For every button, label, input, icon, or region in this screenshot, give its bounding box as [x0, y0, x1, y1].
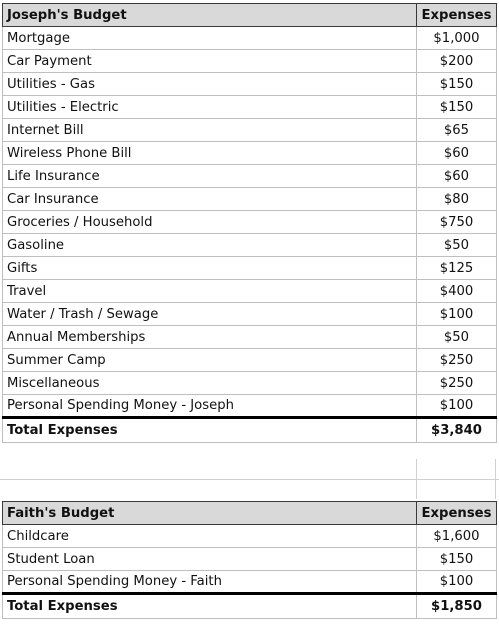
expense-value[interactable]: $250 — [417, 372, 497, 395]
expense-label[interactable]: Mortgage — [3, 27, 417, 50]
expense-value[interactable]: $200 — [417, 50, 497, 73]
grid-line — [416, 459, 417, 499]
table-row — [3, 119, 497, 142]
total-row — [3, 594, 497, 619]
expense-value[interactable]: $400 — [417, 280, 497, 303]
table-row — [3, 73, 497, 96]
expense-value[interactable]: $150 — [417, 548, 497, 571]
expense-label[interactable]: Miscellaneous — [3, 372, 417, 395]
expense-value[interactable]: $100 — [417, 571, 497, 594]
expense-label[interactable]: Water / Trash / Sewage — [3, 303, 417, 326]
expense-value[interactable]: $50 — [417, 234, 497, 257]
expense-value[interactable]: $150 — [417, 96, 497, 119]
expense-label[interactable]: Groceries / Household — [3, 211, 417, 234]
grid-line — [0, 479, 499, 480]
expense-value[interactable]: $100 — [417, 303, 497, 326]
expense-label[interactable]: Life Insurance — [3, 165, 417, 188]
table-title[interactable]: Joseph's Budget — [3, 4, 417, 27]
total-label[interactable]: Total Expenses — [3, 418, 417, 443]
empty-rows — [0, 459, 499, 499]
table-row — [3, 188, 497, 211]
table-row — [3, 349, 497, 372]
table-row — [3, 525, 497, 548]
expense-value[interactable]: $60 — [417, 165, 497, 188]
total-label[interactable]: Total Expenses — [3, 594, 417, 619]
expense-label[interactable]: Wireless Phone Bill — [3, 142, 417, 165]
expense-label[interactable]: Personal Spending Money - Joseph — [3, 395, 417, 418]
expense-value[interactable]: $1,600 — [417, 525, 497, 548]
table-row — [3, 142, 497, 165]
total-row — [3, 418, 497, 443]
column-header-expenses[interactable]: Expenses — [417, 502, 497, 525]
expense-value[interactable]: $100 — [417, 395, 497, 418]
expense-label[interactable]: Personal Spending Money - Faith — [3, 571, 417, 594]
expense-value[interactable]: $250 — [417, 349, 497, 372]
expense-label[interactable]: Gifts — [3, 257, 417, 280]
table-row — [3, 27, 497, 50]
expense-value[interactable]: $50 — [417, 326, 497, 349]
table-row — [3, 211, 497, 234]
table-row — [3, 165, 497, 188]
table-row — [3, 571, 497, 594]
expense-label[interactable]: Gasoline — [3, 234, 417, 257]
joseph-budget-table — [2, 3, 497, 443]
expense-value[interactable]: $150 — [417, 73, 497, 96]
table-row — [3, 395, 497, 418]
expense-label[interactable]: Car Insurance — [3, 188, 417, 211]
expense-label[interactable]: Childcare — [3, 525, 417, 548]
expense-value[interactable]: $125 — [417, 257, 497, 280]
grid-line — [495, 459, 496, 499]
expense-label[interactable]: Annual Memberships — [3, 326, 417, 349]
total-value[interactable]: $1,850 — [417, 594, 497, 619]
expense-value[interactable]: $1,000 — [417, 27, 497, 50]
expense-label[interactable]: Utilities - Gas — [3, 73, 417, 96]
expense-label[interactable]: Car Payment — [3, 50, 417, 73]
table-header-row — [3, 4, 497, 27]
table-row — [3, 303, 497, 326]
expense-label[interactable]: Summer Camp — [3, 349, 417, 372]
expense-value[interactable]: $60 — [417, 142, 497, 165]
table-header-row — [3, 502, 497, 525]
expense-label[interactable]: Internet Bill — [3, 119, 417, 142]
table-row — [3, 326, 497, 349]
table-row — [3, 548, 497, 571]
expense-value[interactable]: $80 — [417, 188, 497, 211]
faith-budget-table — [2, 501, 497, 619]
table-row — [3, 280, 497, 303]
expense-value[interactable]: $65 — [417, 119, 497, 142]
total-value[interactable]: $3,840 — [417, 418, 497, 443]
expense-value[interactable]: $750 — [417, 211, 497, 234]
column-header-expenses[interactable]: Expenses — [417, 4, 497, 27]
table-row — [3, 50, 497, 73]
expense-label[interactable]: Student Loan — [3, 548, 417, 571]
table-row — [3, 96, 497, 119]
table-title[interactable]: Faith's Budget — [3, 502, 417, 525]
expense-label[interactable]: Travel — [3, 280, 417, 303]
table-row — [3, 372, 497, 395]
expense-label[interactable]: Utilities - Electric — [3, 96, 417, 119]
table-row — [3, 257, 497, 280]
table-row — [3, 234, 497, 257]
